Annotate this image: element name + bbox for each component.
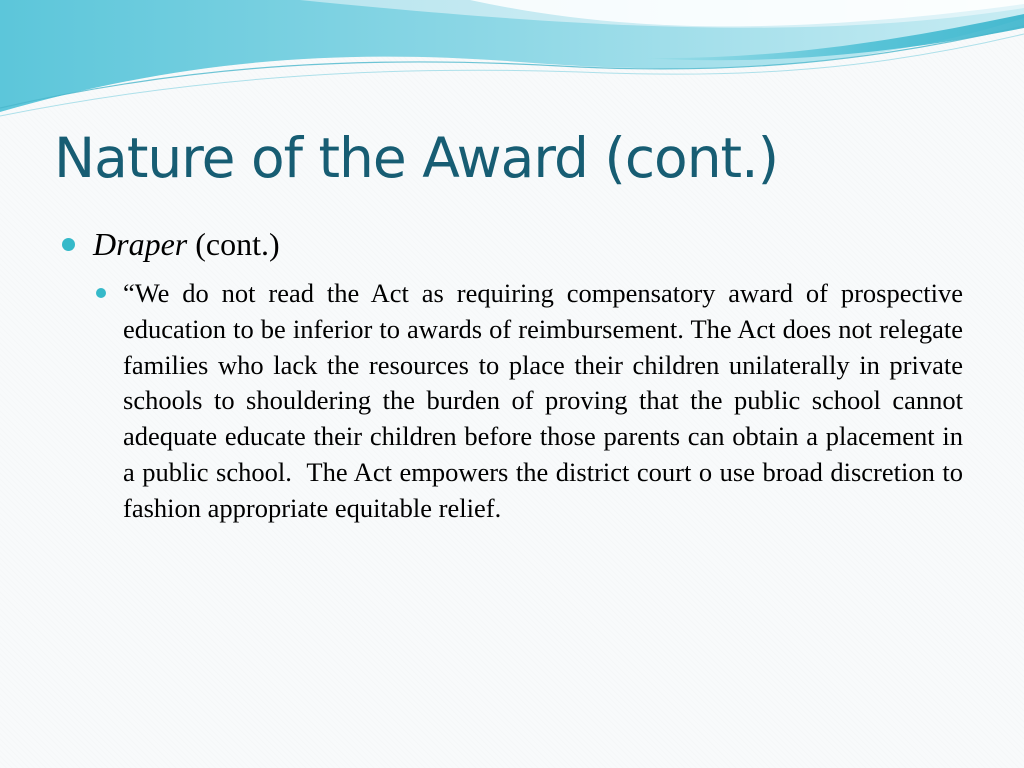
case-name: Draper bbox=[93, 226, 188, 262]
bullet-item-level2 bbox=[96, 276, 970, 527]
decorative-wave-header bbox=[0, 0, 1024, 130]
case-suffix: (cont.) bbox=[187, 226, 280, 262]
quote-paragraph: “We do not read the Act as requiring compensatory award of prospective education to be inferior to awards of reimbursement. The Act does not relegate families who lack the resources to place their children unilaterally in private schools to shouldering the burden of proving that the public school cannot adequate educate their children before those parents can obtain a placement in a public school. The Act empowers the district court o use broad discretion to fashion appropriate equitable relief. bbox=[123, 278, 970, 523]
bullet-dot-icon bbox=[62, 238, 75, 251]
bullet-dot-icon bbox=[96, 288, 106, 298]
bullet-item-level1 bbox=[62, 222, 280, 266]
bullet-text-level1 bbox=[93, 222, 280, 266]
slide-title: Nature of the Award (cont.) bbox=[54, 126, 779, 190]
